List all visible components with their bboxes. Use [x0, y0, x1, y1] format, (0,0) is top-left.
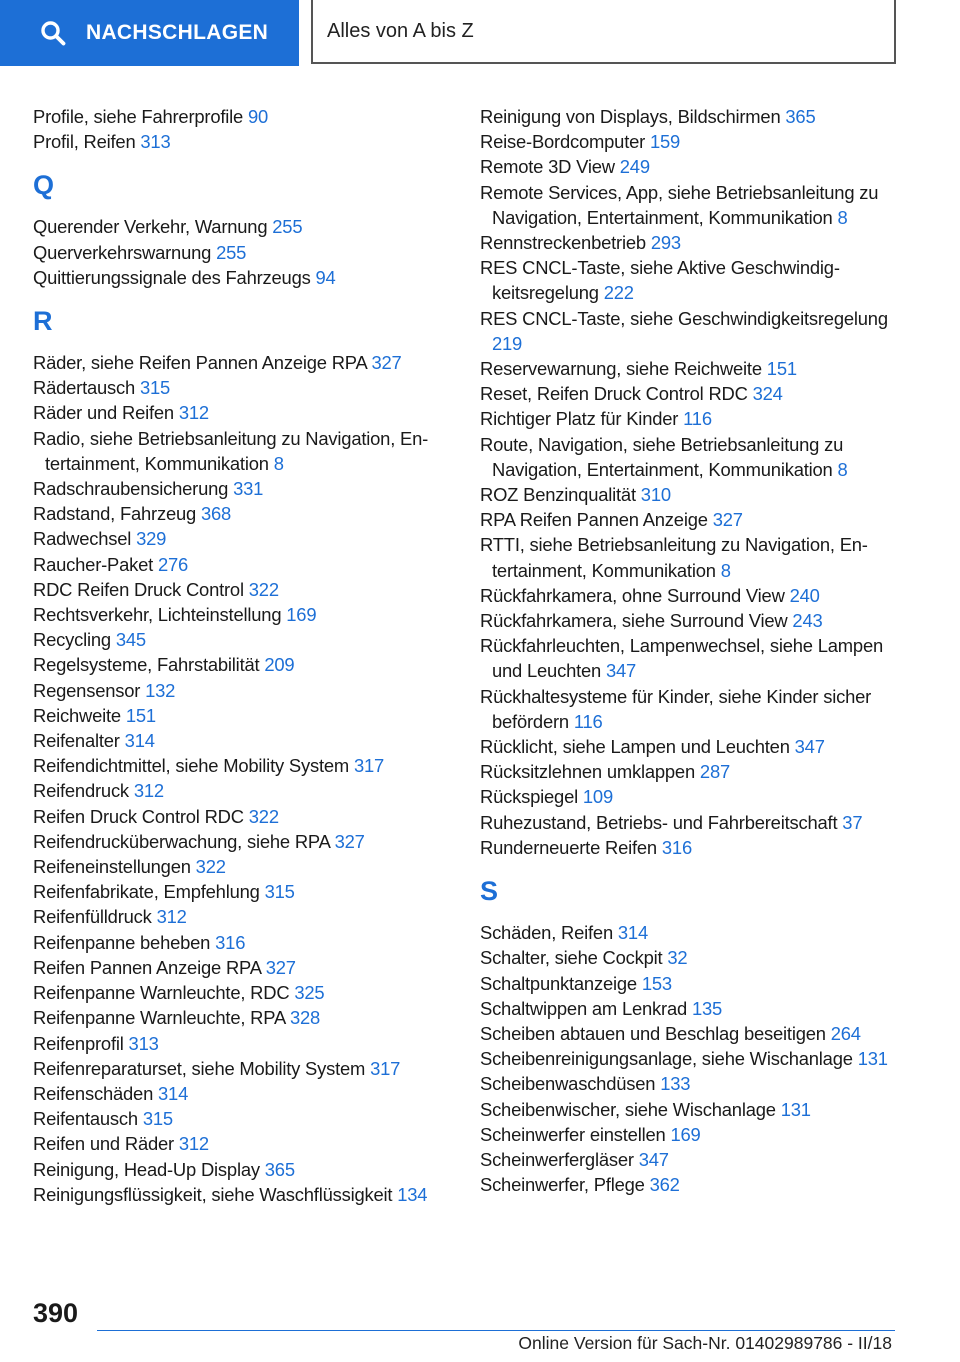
- index-entry: [480, 759, 900, 784]
- index-entry: [33, 375, 453, 400]
- index-entry-text: Reifenpanne Warnleuchte, RPA: [33, 1007, 286, 1029]
- index-entry-text: Recycling: [33, 629, 111, 651]
- index-entry-text: Scheinwerfer einstellen: [480, 1123, 666, 1145]
- page-header: [0, 0, 960, 66]
- index-entry-text: Richtiger Platz für Kinder: [480, 408, 679, 430]
- index-entry: [480, 381, 900, 406]
- index-entry-text: Radwechsel: [33, 528, 132, 550]
- index-page-link[interactable]: 312: [156, 906, 187, 928]
- index-page-link[interactable]: 368: [200, 503, 232, 525]
- index-entry-text: ROZ Benzinqualität: [480, 484, 636, 506]
- index-page-link[interactable]: 8: [720, 559, 731, 581]
- index-entry-text: Reifenfabrikate, Empfehlung: [33, 881, 260, 903]
- index-page-link[interactable]: 8: [837, 458, 848, 480]
- index-entry: [480, 1122, 900, 1147]
- index-page-link[interactable]: 255: [216, 241, 247, 263]
- index-page-link[interactable]: 293: [650, 232, 681, 254]
- index-entry: [33, 955, 453, 980]
- index-page-link[interactable]: 116: [683, 408, 712, 430]
- index-entry-text: Remote 3D View: [480, 156, 615, 178]
- index-page-link[interactable]: 312: [178, 1133, 209, 1155]
- index-page-link[interactable]: 132: [145, 679, 176, 701]
- index-page-link[interactable]: 322: [248, 805, 279, 827]
- index-entry: [33, 1031, 453, 1056]
- index-page-link[interactable]: 135: [691, 997, 723, 1019]
- index-entry-text: Reifentausch: [33, 1108, 138, 1130]
- index-entry-text: Reinigung von Displays, Bildschirmen: [480, 106, 781, 127]
- index-entry-text: Profil, Reifen: [33, 131, 136, 153]
- index-entry: [33, 1106, 453, 1131]
- index-page-link[interactable]: 37: [842, 811, 863, 833]
- index-entry: [33, 652, 453, 677]
- index-entry: [33, 577, 453, 602]
- index-entry: [480, 255, 900, 305]
- index-page-link[interactable]: 131: [780, 1098, 811, 1120]
- index-page-link[interactable]: 365: [785, 106, 816, 127]
- index-page-link[interactable]: 314: [124, 730, 155, 752]
- index-entry: [480, 1021, 900, 1046]
- index-entry-text: Schaltpunktanzeige: [480, 972, 637, 994]
- index-entry-text: Querender Verkehr, Warnung: [33, 216, 268, 238]
- index-entry: [480, 734, 900, 759]
- index-entry-text: Scheinwerfer, Pflege: [480, 1174, 645, 1196]
- index-entry-text: Ruhezustand, Betriebs- und Fahrbereitschaft: [480, 811, 838, 833]
- index-page-link[interactable]: 219: [492, 332, 523, 354]
- index-entry-text: Reise-Bordcomputer: [480, 131, 646, 153]
- index-page-link[interactable]: 331: [233, 478, 264, 500]
- index-page-link[interactable]: 312: [178, 402, 209, 424]
- index-entry-text: RPA Reifen Pannen Anzeige: [480, 509, 708, 531]
- index-entry-text: Reichweite: [33, 704, 121, 726]
- index-page-link[interactable]: 324: [752, 383, 783, 405]
- index-page-link[interactable]: 32: [667, 947, 688, 969]
- index-entry: [33, 1005, 453, 1030]
- index-page-link[interactable]: 345: [115, 629, 146, 651]
- index-entry: [480, 482, 900, 507]
- index-entry: [480, 971, 900, 996]
- index-page-link[interactable]: 365: [264, 1158, 295, 1180]
- index-entry-text: Radschraubensicherung: [33, 478, 229, 500]
- index-page-link[interactable]: 347: [606, 660, 637, 682]
- index-page-link[interactable]: 8: [273, 452, 284, 474]
- index-column-left: [33, 104, 453, 1207]
- index-page-link[interactable]: 347: [638, 1148, 669, 1170]
- index-entry: [33, 753, 453, 778]
- index-letter-heading: S: [480, 876, 499, 907]
- index-entry-text: Route, Navigation, siehe Betriebsanleitung zu Navigation, Entertainment, Kommunikation: [480, 433, 844, 480]
- index-entry: [33, 240, 453, 265]
- index-page-link[interactable]: 313: [140, 131, 171, 153]
- index-page-link[interactable]: 243: [792, 610, 823, 632]
- index-entry-text: Reifenprofil: [33, 1032, 124, 1054]
- index-entry: [480, 406, 900, 431]
- index-entry: [480, 532, 900, 582]
- index-entry: [33, 526, 453, 551]
- index-entry: [480, 1147, 900, 1172]
- index-entry: [480, 633, 900, 683]
- index-entry: [33, 1081, 453, 1106]
- index-page-link[interactable]: 315: [140, 377, 171, 399]
- index-entry-text: Reifeneinstellungen: [33, 856, 191, 878]
- index-entry: [33, 426, 453, 476]
- index-entry-text: Reinigungsflüssigkeit, siehe Waschflüssigkeit: [33, 1183, 393, 1205]
- index-entry: [33, 552, 453, 577]
- index-entry-text: Rücklicht, siehe Lampen und Leuchten: [480, 736, 790, 758]
- index-entry-text: Reifen und Räder: [33, 1133, 174, 1155]
- index-page-link[interactable]: 327: [712, 509, 743, 531]
- index-page-link[interactable]: 109: [582, 786, 613, 808]
- index-entry: [480, 129, 900, 154]
- index-page-link[interactable]: 315: [264, 881, 295, 903]
- index-entry-text: Rückfahrleuchten, Lampenwechsel, siehe Lampen und Leuchten: [480, 635, 883, 682]
- index-entry: [33, 703, 453, 728]
- index-entry-text: Reset, Reifen Druck Control RDC: [480, 383, 748, 405]
- index-entry: [480, 608, 900, 633]
- index-entry-text: Reifendruck: [33, 780, 129, 802]
- index-entry-text: Rücksitzlehnen umklappen: [480, 761, 695, 783]
- index-entry: [480, 684, 900, 734]
- footer-divider: [97, 1330, 895, 1331]
- index-entry-text: Radio, siehe Betriebsanleitung zu Navigation, Entertainment, Kommunikation: [33, 427, 429, 474]
- index-entry-text: Remote Services, App, siehe Betriebsanleitung zu Navigation, Entertainment, Kommunikation: [480, 181, 879, 228]
- index-page-link[interactable]: 94: [315, 266, 336, 288]
- index-entry-text: Raucher-Paket: [33, 553, 154, 575]
- index-page-link[interactable]: 327: [265, 956, 296, 978]
- index-page-link[interactable]: 222: [603, 282, 634, 304]
- index-entry: [33, 1157, 453, 1182]
- index-entry-text: Schaltwippen am Lenkrad: [480, 997, 688, 1019]
- search-icon: [40, 20, 66, 46]
- section-title: Alles von A bis Z: [311, 0, 896, 64]
- index-entry: [480, 356, 900, 381]
- index-entry-text: RES CNCL-Taste, siehe Geschwindigkeitsregelung: [480, 307, 888, 329]
- index-entry: [480, 180, 900, 230]
- index-entry-text: Reifenfülldruck: [33, 906, 152, 928]
- index-page-link[interactable]: 264: [830, 1022, 861, 1044]
- index-entry-text: Schäden, Reifen: [480, 922, 613, 944]
- index-page-link[interactable]: 317: [370, 1057, 401, 1079]
- index-entry-text: Quittierungssignale des Fahrzeugs: [33, 266, 311, 288]
- index-entry-text: Reifenreparaturset, siehe Mobility System: [33, 1057, 366, 1079]
- index-entry: [33, 350, 453, 375]
- index-entry: [480, 306, 900, 356]
- index-entry: [33, 678, 453, 703]
- index-entry-text: Reifenpanne Warnleuchte, RDC: [33, 982, 290, 1004]
- index-entry-text: Rückspiegel: [480, 786, 578, 808]
- index-entry-text: Reifenschäden: [33, 1082, 154, 1104]
- index-entry: [33, 400, 453, 425]
- index-page-link[interactable]: 159: [649, 131, 681, 153]
- index-page-link[interactable]: 315: [142, 1108, 173, 1130]
- index-entry: [33, 265, 453, 290]
- footer-online-version: Online Version für Sach-Nr. 01402989786 - II/18: [518, 1333, 892, 1353]
- index-entry-text: Scheibenwaschdüsen: [480, 1073, 656, 1095]
- index-page-link[interactable]: 209: [264, 654, 295, 676]
- index-entry: [480, 1172, 900, 1197]
- index-entry-text: Reifen Pannen Anzeige RPA: [33, 956, 261, 978]
- index-entry: [33, 627, 453, 652]
- index-entry: [33, 778, 453, 803]
- index-entry: [480, 1097, 900, 1122]
- index-page-link[interactable]: 90: [248, 106, 269, 127]
- index-entry-text: Reifenalter: [33, 730, 120, 752]
- index-entry-text: Reifendichtmittel, siehe Mobility System: [33, 755, 350, 777]
- index-entry-text: Rückhaltesysteme für Kinder, siehe Kinder sicher befördern: [480, 685, 872, 732]
- index-entry-text: Räder und Reifen: [33, 402, 174, 424]
- index-entry: [33, 904, 453, 929]
- index-page-link[interactable]: 8: [837, 206, 848, 228]
- index-entry-text: Scheiben abtauen und Beschlag beseitigen: [480, 1022, 826, 1044]
- index-entry: [33, 501, 453, 526]
- index-page-link[interactable]: 317: [353, 755, 385, 777]
- index-page-link[interactable]: 327: [334, 830, 365, 852]
- index-page-link[interactable]: 287: [699, 761, 731, 783]
- index-entry: [480, 920, 900, 945]
- index-entry: [33, 930, 453, 955]
- tab-nachschlagen[interactable]: [0, 0, 299, 66]
- index-page-link[interactable]: 151: [766, 358, 797, 380]
- index-entry: [480, 945, 900, 970]
- index-entry: [480, 507, 900, 532]
- index-page-link[interactable]: 329: [136, 528, 167, 550]
- index-page-link[interactable]: 347: [794, 736, 825, 758]
- index-entry: [33, 129, 453, 154]
- index-page-link[interactable]: 151: [125, 704, 156, 726]
- index-entry: [480, 996, 900, 1021]
- index-entry-text: Rückfahrkamera, ohne Surround View: [480, 584, 785, 606]
- index-page-link[interactable]: 255: [272, 216, 303, 238]
- index-entry-text: Reifendrucküberwachung, siehe RPA: [33, 830, 330, 852]
- index-entry-text: Reservewarnung, siehe Reichweite: [480, 358, 762, 380]
- index-entry: [33, 1056, 453, 1081]
- index-entry: [480, 432, 900, 482]
- index-entry: [33, 602, 453, 627]
- index-entry: [33, 728, 453, 753]
- index-entry: [480, 104, 900, 129]
- index-entry-text: Räder, siehe Reifen Pannen Anzeige RPA: [33, 352, 367, 374]
- index-entry-text: Rennstreckenbetrieb: [480, 232, 646, 254]
- index-entry-text: Querverkehrswarnung: [33, 241, 212, 263]
- index-entry-text: Rückfahrkamera, siehe Surround View: [480, 610, 788, 632]
- index-page-link[interactable]: 313: [128, 1032, 159, 1054]
- index-page-link[interactable]: 116: [573, 710, 603, 732]
- index-entry: [33, 104, 453, 129]
- index-page-link[interactable]: 133: [660, 1073, 691, 1095]
- index-page-link[interactable]: 169: [670, 1123, 701, 1145]
- index-page-link[interactable]: 310: [640, 484, 671, 506]
- index-page-link[interactable]: 316: [661, 836, 692, 858]
- index-page-link[interactable]: 131: [857, 1048, 888, 1070]
- index-page-link[interactable]: 314: [617, 922, 648, 944]
- index-page-link[interactable]: 312: [133, 780, 164, 802]
- index-entry: [480, 784, 900, 809]
- index-page-link[interactable]: 249: [619, 156, 650, 178]
- index-page-link[interactable]: 322: [248, 578, 279, 600]
- index-entry: [33, 829, 453, 854]
- index-page-link[interactable]: 325: [294, 982, 325, 1004]
- index-entry: [33, 980, 453, 1005]
- index-entry: [480, 230, 900, 255]
- index-column-right: [480, 104, 900, 1197]
- index-page-link[interactable]: 169: [286, 604, 317, 626]
- index-entry: [33, 1131, 453, 1156]
- index-entry-text: RES CNCL-Taste, siehe Aktive Geschwindigkeitsregelung: [480, 257, 840, 304]
- index-entry-text: Regelsysteme, Fahrstabilität: [33, 654, 260, 676]
- index-entry: [33, 854, 453, 879]
- index-page-link[interactable]: 153: [641, 972, 672, 994]
- index-entry-text: Schalter, siehe Cockpit: [480, 947, 663, 969]
- index-entry: [33, 476, 453, 501]
- index-letter-heading: R: [33, 306, 53, 337]
- index-entry-text: Regensensor: [33, 679, 141, 701]
- index-page-link[interactable]: 276: [158, 553, 189, 575]
- index-page-link[interactable]: 328: [289, 1007, 321, 1029]
- index-entry-text: Scheibenwischer, siehe Wischanlage: [480, 1098, 776, 1120]
- index-page-link[interactable]: 316: [215, 931, 246, 953]
- index-entry-text: RDC Reifen Druck Control: [33, 578, 244, 600]
- index-entry: [480, 583, 900, 608]
- index-entry: [33, 879, 453, 904]
- index-entry-text: Rädertausch: [33, 377, 136, 399]
- index-page-link[interactable]: 134: [397, 1183, 428, 1205]
- index-page-link[interactable]: 314: [158, 1082, 189, 1104]
- index-page-link[interactable]: 362: [649, 1174, 680, 1196]
- tab-label: NACHSCHLAGEN: [86, 21, 269, 44]
- index-entry: [33, 1182, 453, 1207]
- index-page-link[interactable]: 240: [789, 584, 820, 606]
- page-number: 390: [33, 1298, 79, 1328]
- index-letter-heading: Q: [33, 170, 55, 201]
- index-entry-text: Profile, siehe Fahrerprofile: [33, 106, 244, 127]
- index-entry-text: Reinigung, Head-Up Display: [33, 1158, 260, 1180]
- index-entry: [33, 804, 453, 829]
- index-entry-text: Runderneuerte Reifen: [480, 836, 657, 858]
- index-entry-text: Reifenpanne beheben: [33, 931, 211, 953]
- index-page-link[interactable]: 327: [371, 352, 402, 374]
- index-entry-text: Radstand, Fahrzeug: [33, 503, 197, 525]
- index-entry: [480, 835, 900, 860]
- index-entry: [480, 1071, 900, 1096]
- index-entry-text: Scheinwerfergläser: [480, 1148, 634, 1170]
- index-entry: [33, 214, 453, 239]
- index-entry: [480, 1046, 900, 1071]
- index-entry-text: Reifen Druck Control RDC: [33, 805, 244, 827]
- index-entry: [480, 810, 900, 835]
- index-entry: [480, 154, 900, 179]
- index-page-link[interactable]: 322: [195, 856, 226, 878]
- index-entry-text: Scheibenreinigungsanlage, siehe Wischanlage: [480, 1048, 853, 1070]
- index-entry-text: RTTI, siehe Betriebsanleitung zu Navigation, Entertainment, Kommunikation: [480, 534, 868, 581]
- index-entry-text: Rechtsverkehr, Lichteinstellung: [33, 604, 282, 626]
